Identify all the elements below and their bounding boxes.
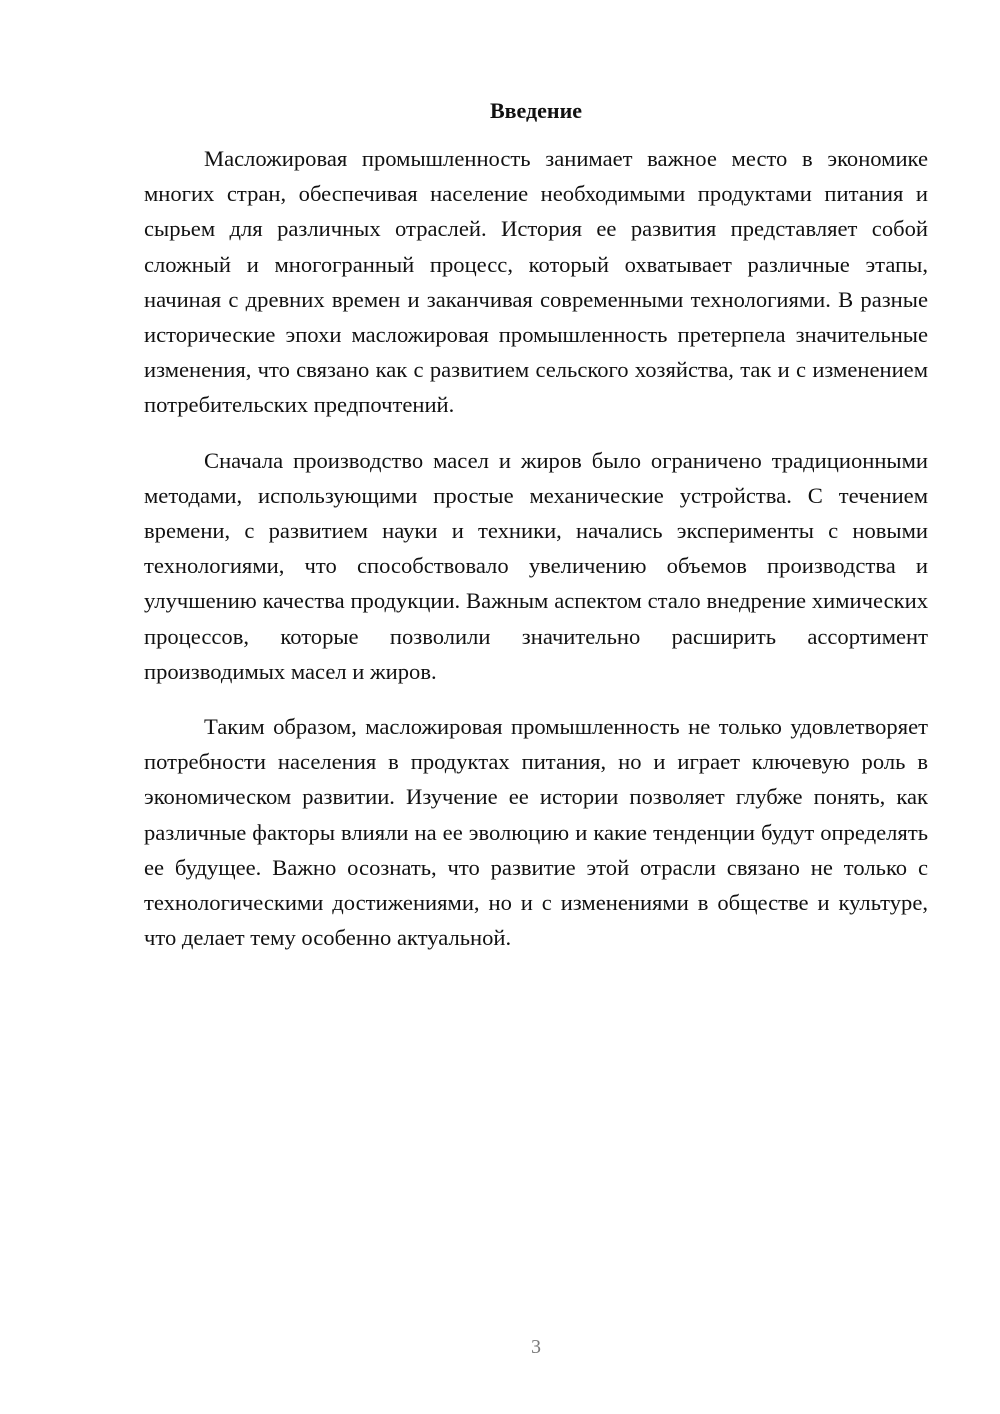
section-heading: Введение [489, 98, 583, 123]
paragraph-2: Сначала производство масел и жиров было ограничено традиционными методами, использующими простые механические устройства. С течением времени, с развитием науки и техники, начались эксперименты с новыми технологиями, что способствовало увеличению объемов производства и улучшению качества продукции. Важным аспектом стало внедрение химических процессов, которые позволили значительно расширить ассортимент производимых масел и жиров. [144, 447, 928, 684]
paragraph-3: Таким образом, масложировая промышленность не только удовлетворяет потребности населения в продуктах питания, но и играет ключевую роль в экономическом развитии. Изучение ее истории позволяет глубже понять, как различные факторы влияли на ее эволюцию и какие тенденции будут определять ее будущее. Важно осознать, что развитие этой отрасли связано не только с технологическими достижениями, но и с изменениями в обществе и культуре, что делает тему особенно актуальной. [144, 714, 928, 951]
paragraph-1: Масложировая промышленность занимает важное место в экономике многих стран, обеспечивая население необходимыми продуктами питания и сырьем для различных отраслей. История ее развития представляет собой сложный и многогранный процесс, который охватывает различные этапы, начиная с древних времен и заканчивая современными технологиями. В разные исторические эпохи масложировая промышленность претерпела значительные изменения, что связано как с развитием сельского хозяйства, так и с изменением потребительских предпочтений. [144, 146, 928, 418]
body-text [144, 141, 928, 975]
page-number: 3 [531, 1336, 541, 1358]
